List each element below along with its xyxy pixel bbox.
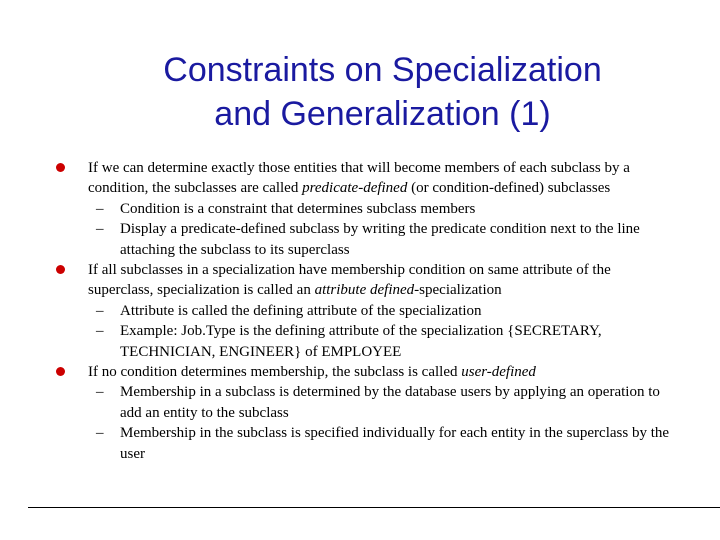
sub-bullet-text: Example: Job.Type is the defining attribute of the specialization {SECRETARY, TECHNICIAN, ENGINEER} of EMPLOYEE <box>120 323 602 360</box>
footer-divider <box>28 507 720 508</box>
dash-icon: – <box>96 221 104 238</box>
slide-body <box>52 158 672 464</box>
dash-icon: – <box>96 200 104 217</box>
bullet-emphasis: predicate-defined <box>302 180 408 197</box>
sub-bullet-item <box>52 219 672 260</box>
bullet-text-end: -specialization <box>414 282 502 299</box>
sub-bullet-text: Condition is a constraint that determines subclass members <box>120 200 476 217</box>
bullet-item <box>52 260 672 301</box>
bullet-dot-icon <box>56 265 65 274</box>
title-line-1: Constraints on Specialization <box>163 51 602 89</box>
dash-icon: – <box>96 323 104 340</box>
title-line-2: and Generalization (1) <box>214 95 551 133</box>
slide-title <box>110 48 655 136</box>
sub-bullet-item <box>52 199 672 219</box>
sub-bullet-item <box>52 301 672 321</box>
sub-bullet-text: Membership in the subclass is specified individually for each entity in the superclass by the user <box>120 425 670 462</box>
bullet-text: If we can determine exactly those entities that will become members of each subclass by a condition, the subclasses are called <box>88 160 630 197</box>
bullet-text: If no condition determines membership, the subclass is called <box>88 364 462 381</box>
bullet-dot-icon <box>56 367 65 376</box>
sub-bullet-text: Attribute is called the defining attribute of the specialization <box>120 302 482 319</box>
sub-bullet-item <box>52 423 672 464</box>
sub-bullet-item <box>52 321 672 362</box>
bullet-emphasis: attribute defined <box>314 282 415 299</box>
sub-bullet-text: Display a predicate-defined subclass by writing the predicate condition next to the line attaching the subclass to its superclass <box>120 221 640 258</box>
sub-bullet-text: Membership in a subclass is determined by the database users by applying an operation to add an entity to the subclass <box>120 384 660 421</box>
bullet-item <box>52 362 672 382</box>
bullet-item <box>52 158 672 199</box>
bullet-dot-icon <box>56 163 65 172</box>
dash-icon: – <box>96 384 104 401</box>
sub-bullet-item <box>52 382 672 423</box>
bullet-emphasis: user-defined <box>461 364 536 381</box>
bullet-text-end: (or condition-defined) subclasses <box>407 180 611 197</box>
bullet-text: If all subclasses in a specialization have membership condition on same attribute of the superclass, specialization is called an <box>88 262 611 299</box>
dash-icon: – <box>96 302 104 319</box>
dash-icon: – <box>96 425 104 442</box>
